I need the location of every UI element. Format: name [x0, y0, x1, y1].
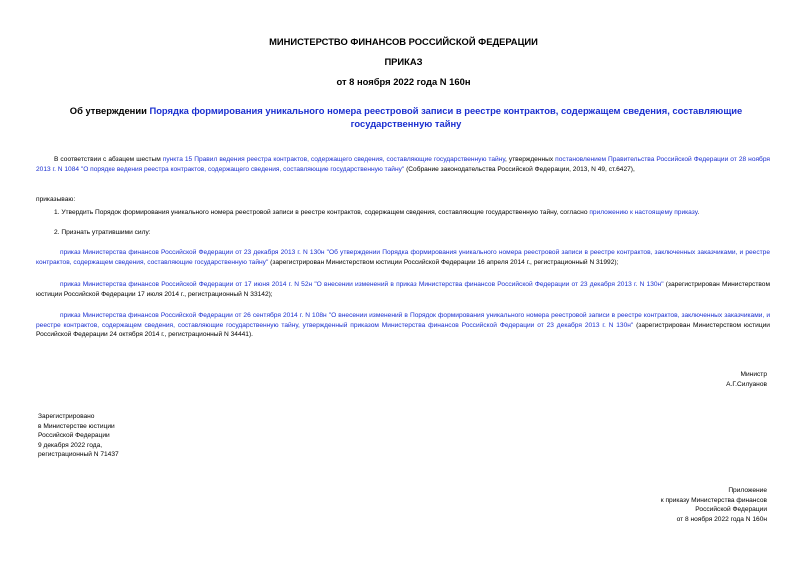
- rules-link[interactable]: пункта 15 Правил ведения реестра контрактов, содержащего сведения, составляющие государственную тайну: [162, 156, 505, 163]
- government-decree-link[interactable]: постановлением Правительства Российской Федерации от 28 ноября 2013 г. N 1084 "О порядке ведения реестра контрактов, содержащего сведения, составляющие государственную тайну": [36, 156, 770, 173]
- registration-line: 9 декабря 2022 года,: [38, 441, 103, 449]
- registration-line: в Министерстве юстиции: [38, 422, 115, 430]
- registration-block: [38, 412, 119, 460]
- repealed-order-3: [36, 311, 770, 340]
- repealed-order-3-link[interactable]: приказ Министерства финансов Российской Федерации от 26 сентября 2014 г. N 108н "О внесении изменений в Порядок формирования уникального номера реестровой записи в реестре контрактов, заключенных заказчиками, и реестре контрактов, содержащем сведения, составляющие государственную тайну, утвержденный приказом Министерства финансов Российской Федерации от 23 декабря 2013 г. N 130н": [36, 312, 770, 329]
- intro-text-1: В соответствии с абзацем шестым: [54, 156, 163, 163]
- ministry-heading: МИНИСТЕРСТВО ФИНАНСОВ РОССИЙСКОЙ ФЕДЕРАЦИИ: [269, 36, 538, 47]
- appendix-link[interactable]: приложению к настоящему приказу: [589, 209, 698, 216]
- repealed-order-2-text: (зарегистрирован Министерством юстиции Российской Федерации 17 июля 2014 г., регистрационный N 33142);: [36, 281, 770, 298]
- doc-type-heading: ПРИКАЗ: [384, 56, 423, 67]
- registration-line: Зарегистрировано: [38, 413, 95, 420]
- title-prefix: Об утверждении: [69, 105, 150, 116]
- repealed-order-3-text: (зарегистрирован Министерством юстиции Российской Федерации 24 октября 2014 г., регистрационный N 34441).: [36, 321, 770, 339]
- repealed-order-1-link[interactable]: приказ Министерства финансов Российской Федерации от 23 декабря 2013 г. N 130н "Об утверждении Порядка формирования уникального номера реестровой записи в реестре контрактов, заключенных заказчиками, и реестре контрактов, содержащем сведения, составляющие государственную тайну": [36, 249, 770, 266]
- repealed-order-2: [36, 280, 770, 299]
- intro-paragraph: [36, 155, 770, 174]
- intro-text-2: , утвержденных: [504, 156, 556, 163]
- registration-line: Российской Федерации: [38, 432, 110, 440]
- signature-name: А.Г.Силуанов: [726, 380, 767, 388]
- item-2: 2. Признать утратившими силу:: [54, 229, 151, 236]
- repealed-order-1-text: (зарегистрирован Министерством юстиции Российской Федерации 16 апреля 2014 г., регистрационный N 31992);: [268, 258, 619, 266]
- appendix-block: [661, 486, 767, 524]
- signature-position: Министр: [740, 371, 767, 378]
- item-1-text: 1. Утвердить Порядок формирования уникального номера реестровой записи в реестре контрактов, содержащем сведения, составляющие государственную тайну, согласно: [54, 209, 590, 216]
- order-word: приказываю:: [36, 196, 76, 203]
- appendix-line: Приложение: [728, 487, 767, 494]
- signature-block: [726, 370, 767, 389]
- repealed-order-1: [36, 248, 770, 267]
- document-title: [36, 104, 776, 130]
- title-link[interactable]: Порядка формирования уникального номера реестровой записи в реестре контрактов, содержащем сведения, составляющие государственную тайну: [149, 105, 743, 129]
- repealed-order-2-link[interactable]: приказ Министерства финансов Российской Федерации от 17 июня 2014 г. N 52н "О внесении изменений в приказ Министерства финансов Российской Федерации от 23 декабря 2013 г. N 130н": [60, 281, 664, 288]
- registration-line: регистрационный N 71437: [38, 451, 119, 459]
- item-1-end: .: [697, 209, 700, 216]
- appendix-line: к приказу Министерства финансов: [660, 496, 767, 504]
- appendix-line: от 8 ноября 2022 года N 160н: [676, 515, 767, 523]
- intro-text-3: (Собрание законодательства Российской Федерации, 2013, N 49, ст.6427),: [404, 165, 635, 173]
- doc-date-heading: от 8 ноября 2022 года N 160н: [336, 76, 471, 87]
- appendix-line: Российской Федерации: [695, 506, 767, 514]
- item-1: [36, 208, 770, 218]
